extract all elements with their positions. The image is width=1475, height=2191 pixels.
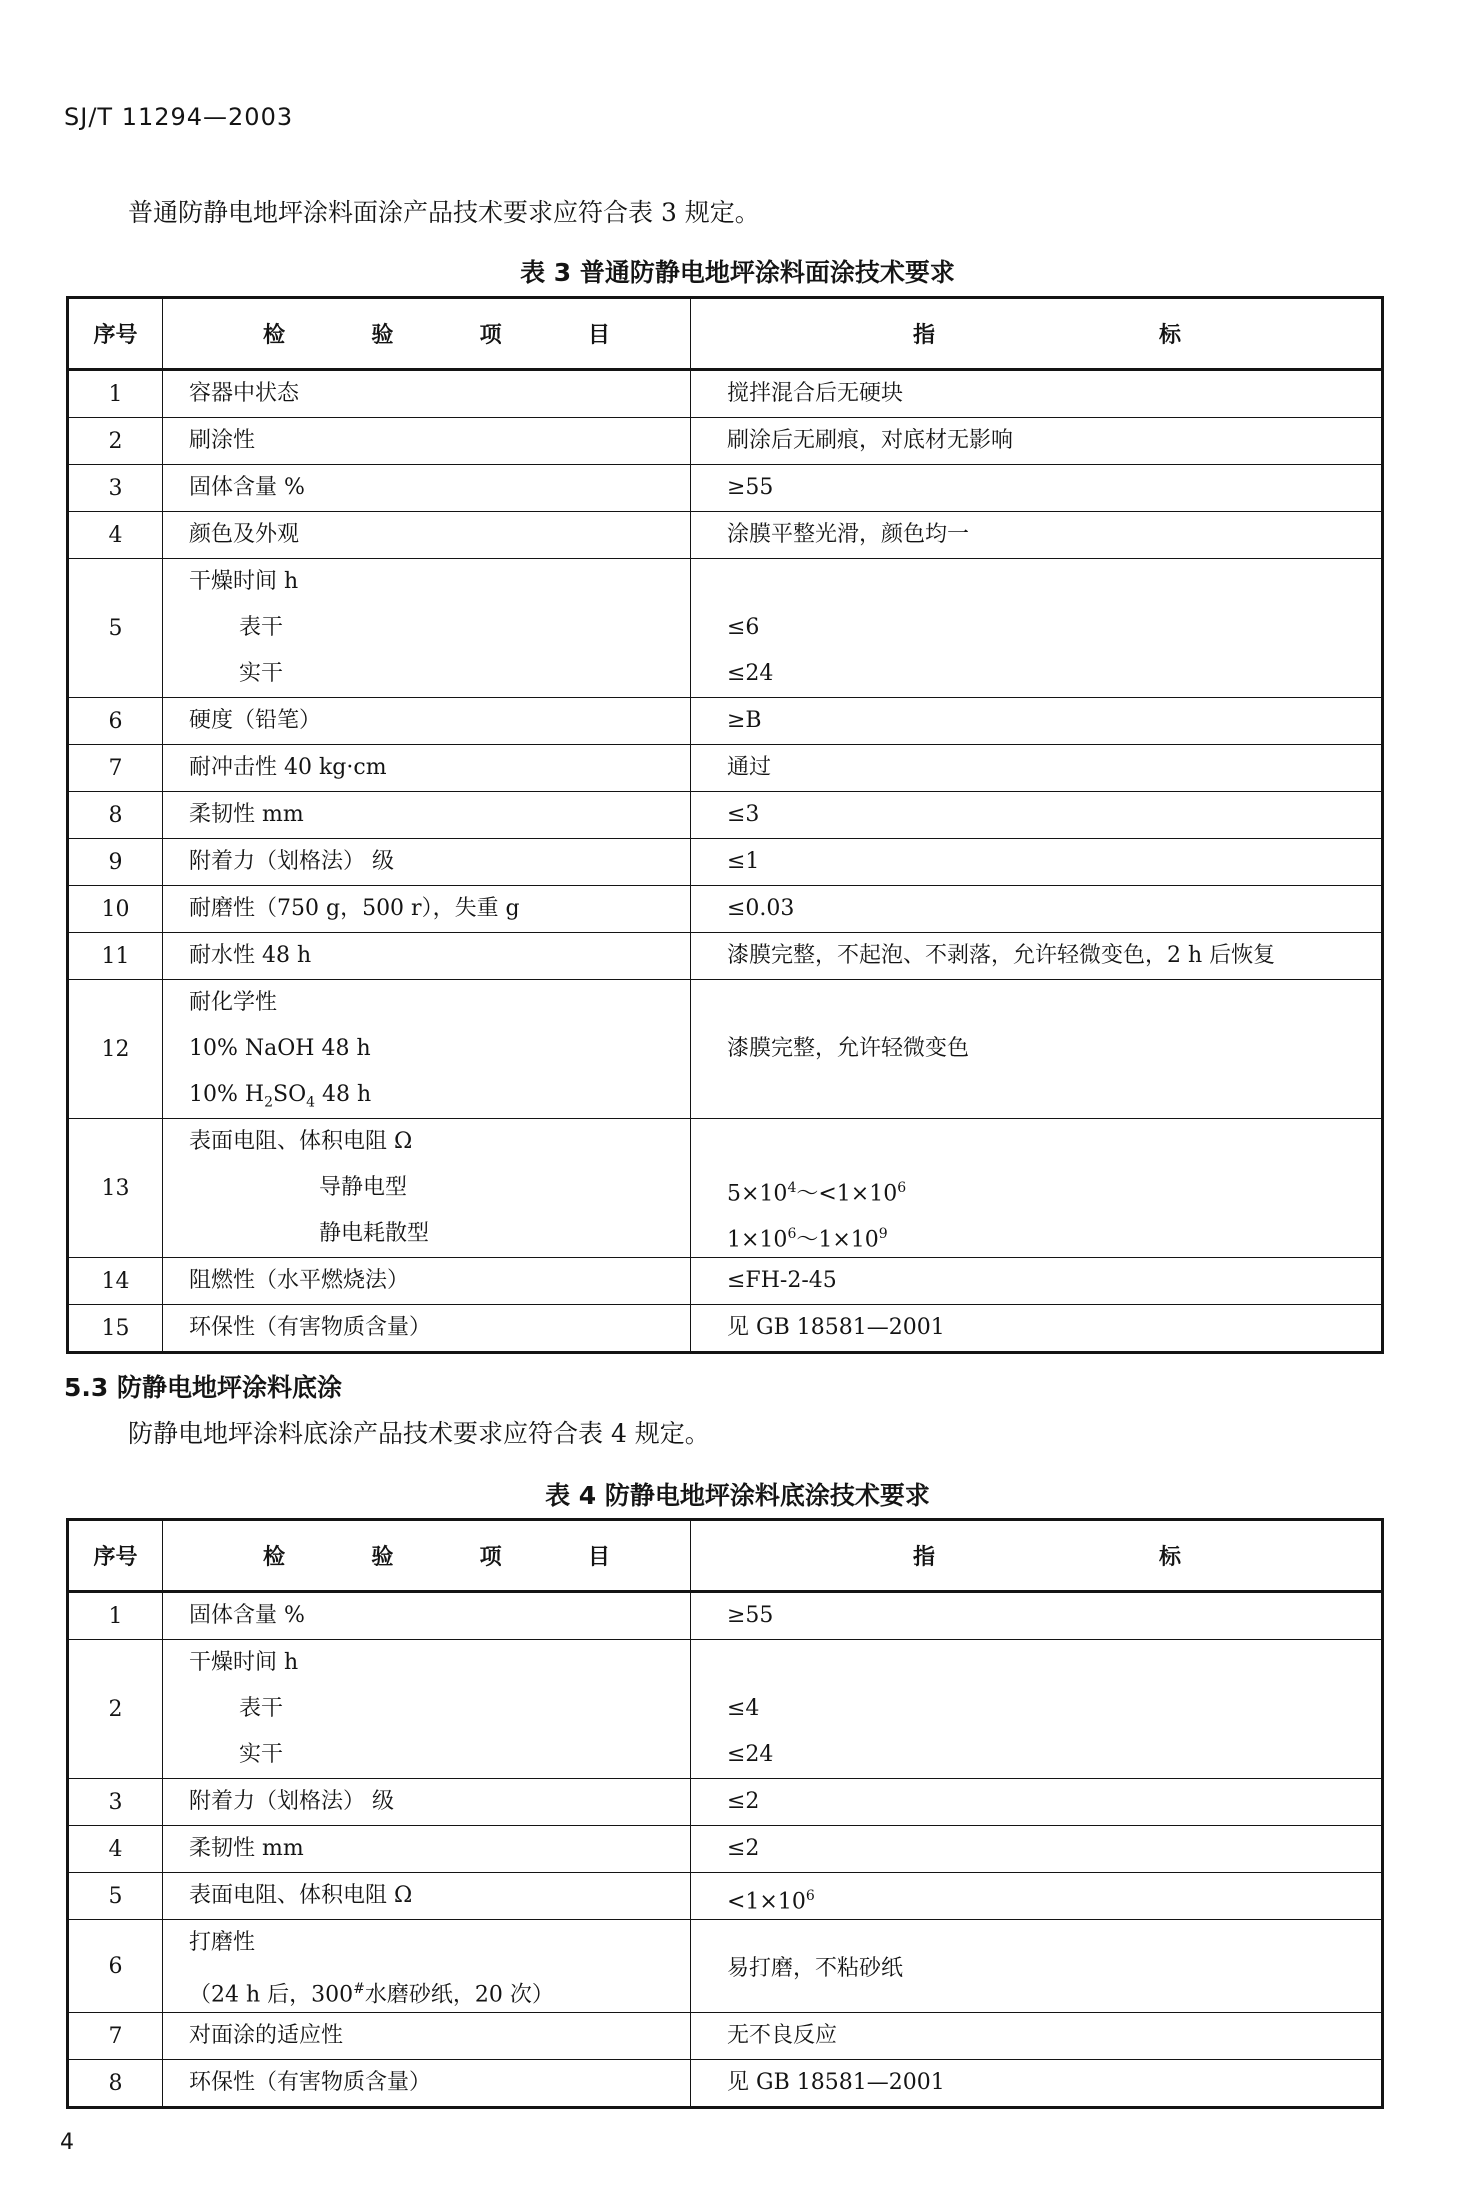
item-text: 10% $H_2SO_4$ 48 h [189,1082,372,1111]
value-cell [691,418,1383,465]
row-number: 6 [68,1920,163,2013]
value-text: 见 GB 18581—2001 [727,2070,945,2095]
item-text: 耐化学性 [189,990,278,1015]
value-text [727,1119,1381,1165]
value-text: ≥B [727,708,762,733]
value-cell [691,465,1383,512]
value-text: 漆膜完整，允许轻微变色 [727,1036,970,1061]
row-number: 2 [68,418,163,465]
header-item: 检 验 项 目 [163,298,691,370]
value-cell [691,1640,1383,1779]
row-number: 12 [68,980,163,1119]
value-text: ≤6 [727,615,760,640]
item-cell [163,1920,691,2013]
value-text: ≤1 [727,849,760,874]
row-number: 5 [68,559,163,698]
value-cell [691,1873,1383,1920]
table-row [68,1592,1383,1640]
item-text: 表面电阻、体积电阻 Ω [189,1129,413,1154]
table-row [68,1873,1383,1920]
item-text: 附着力（划格法） 级 [189,1789,394,1814]
table-row [68,2060,1383,2108]
item-text: 对面涂的适应性 [189,2023,344,2048]
value-text: ≤2 [727,1836,760,1861]
value-text: ≤24 [727,1742,774,1767]
value-cell [691,792,1383,839]
value-cell [691,512,1383,559]
item-text: 干燥时间 h [189,569,299,594]
value-text: 搅拌混合后无硬块 [727,381,904,406]
item-text: 柔韧性 mm [189,1836,304,1861]
table-row [68,745,1383,792]
table-row [68,698,1383,745]
item-text: 颜色及外观 [189,522,300,547]
row-number: 4 [68,1826,163,1873]
value-cell [691,2060,1383,2108]
value-text [727,1072,1381,1118]
value-text: 漆膜完整，不起泡、不剥落，允许轻微变色，2 h 后恢复 [727,943,1276,968]
value-cell [691,2013,1383,2060]
row-number: 3 [68,1779,163,1826]
value-text: 易打磨，不粘砂纸 [727,1955,904,1981]
intro-paragraph: 普通防静电地坪涂料面涂产品技术要求应符合表 3 规定。 [128,198,760,227]
item-text: 固体含量 % [189,475,305,500]
row-number: 4 [68,512,163,559]
item-text: 实干 [239,661,284,686]
value-text: $<1\times 10^6$ [727,1888,815,1915]
item-cell [163,370,691,418]
item-cell [163,745,691,792]
item-cell [163,1119,691,1258]
value-cell [691,559,1383,698]
section-paragraph: 防静电地坪涂料底涂产品技术要求应符合表 4 规定。 [128,1419,710,1448]
item-text: 干燥时间 h [189,1650,299,1675]
row-number: 8 [68,2060,163,2108]
header-num: 序号 [68,298,163,370]
value-cell [691,1119,1383,1258]
row-number: 8 [68,792,163,839]
value-text: ≤3 [727,802,760,827]
item-cell [163,1640,691,1779]
value-cell [691,1826,1383,1873]
row-number: 2 [68,1640,163,1779]
value-text: ≤FH-2-45 [727,1268,837,1293]
value-text: ≥55 [727,1603,774,1628]
item-cell [163,1779,691,1826]
item-cell [163,465,691,512]
value-cell [691,980,1383,1119]
item-cell [163,980,691,1119]
item-cell [163,792,691,839]
row-number: 15 [68,1305,163,1353]
item-cell [163,2013,691,2060]
row-number: 1 [68,1592,163,1640]
value-text: 涂膜平整光滑，颜色均一 [727,522,970,547]
value-text: ≥55 [727,475,774,500]
item-text: 耐磨性（750 g，500 r），失重 g [189,896,520,921]
item-text: 耐冲击性 40 kg·cm [189,755,387,780]
table-row [68,1920,1383,2013]
value-text [727,1640,1381,1686]
row-number: 1 [68,370,163,418]
value-text: 无不良反应 [727,2023,838,2048]
table-row [68,1119,1383,1258]
table3-header-row [68,298,1383,370]
value-text: ≤24 [727,661,774,686]
table4-caption: 表 4 防静电地坪涂料底涂技术要求 [545,1481,930,1510]
table-row [68,839,1383,886]
table-row [68,792,1383,839]
item-cell [163,698,691,745]
item-text: 容器中状态 [189,381,300,406]
table-row [68,1640,1383,1779]
table-row [68,418,1383,465]
row-number: 11 [68,933,163,980]
row-number: 3 [68,465,163,512]
table-row [68,465,1383,512]
row-number: 13 [68,1119,163,1258]
value-cell [691,886,1383,933]
row-number: 14 [68,1258,163,1305]
item-cell [163,512,691,559]
item-cell [163,418,691,465]
table-row [68,370,1383,418]
table-row [68,1305,1383,1353]
table-row [68,1779,1383,1826]
table3 [66,296,1384,1354]
row-number: 7 [68,745,163,792]
item-cell [163,559,691,698]
table-row [68,933,1383,980]
item-text: 表干 [239,1696,284,1721]
item-text: 10% NaOH 48 h [189,1036,371,1061]
table-row [68,512,1383,559]
value-text: $1\times 10^6\sim 1\times 10^9$ [727,1226,888,1253]
page-number: 4 [60,2130,74,2155]
item-text: 阻燃性（水平燃烧法） [189,1268,410,1293]
item-text: 柔韧性 mm [189,802,304,827]
row-number: 9 [68,839,163,886]
header-value: 指 标 [691,298,1383,370]
document-code: SJ/T 11294—2003 [64,103,294,131]
value-cell [691,839,1383,886]
item-text: 附着力（划格法） 级 [189,849,394,874]
table-row [68,980,1383,1119]
item-cell [163,1305,691,1353]
item-cell [163,2060,691,2108]
value-text [727,559,1381,605]
value-cell [691,1592,1383,1640]
value-text: ≤0.03 [727,896,795,921]
row-number: 7 [68,2013,163,2060]
item-text: 固体含量 % [189,1603,305,1628]
item-cell [163,933,691,980]
item-text: 实干 [239,1742,284,1767]
item-cell [163,1873,691,1920]
table4 [66,1518,1384,2109]
value-cell [691,1920,1383,2013]
item-text: 静电耗散型 [319,1221,430,1246]
table3-caption: 表 3 普通防静电地坪涂料面涂技术要求 [520,258,955,287]
value-cell [691,370,1383,418]
item-text: 打磨性 [189,1930,256,1955]
item-text: 刷涂性 [189,428,256,453]
item-cell [163,886,691,933]
item-text: 环保性（有害物质含量） [189,1315,432,1340]
item-cell [163,839,691,886]
header-num: 序号 [68,1520,163,1592]
item-cell [163,1592,691,1640]
table-row [68,2013,1383,2060]
table-row [68,886,1383,933]
item-text: 硬度（铅笔） [189,708,322,733]
row-number: 5 [68,1873,163,1920]
row-number: 10 [68,886,163,933]
value-cell [691,1258,1383,1305]
value-text: 刷涂后无刷痕，对底材无影响 [727,428,1014,453]
value-cell [691,1305,1383,1353]
section-heading: 5.3 防静电地坪涂料底涂 [64,1373,342,1402]
item-cell [163,1258,691,1305]
header-value: 指 标 [691,1520,1383,1592]
table-row [68,559,1383,698]
header-item: 检 验 项 目 [163,1520,691,1592]
table-row [68,1258,1383,1305]
value-text: $5\times 10^4\sim<1\times 10^6$ [727,1180,907,1207]
value-cell [691,698,1383,745]
value-cell [691,745,1383,792]
value-cell [691,933,1383,980]
item-text: 环保性（有害物质含量） [189,2070,432,2095]
table-row [68,1826,1383,1873]
item-text: 表面电阻、体积电阻 Ω [189,1883,413,1908]
item-cell [163,1826,691,1873]
value-text: ≤4 [727,1696,760,1721]
item-text: 导静电型 [319,1175,408,1200]
value-text [727,980,1381,1026]
value-text: 通过 [727,755,772,780]
table4-header-row [68,1520,1383,1592]
item-text: 耐水性 48 h [189,943,312,968]
row-number: 6 [68,698,163,745]
value-text: 见 GB 18581—2001 [727,1315,945,1340]
item-text: 表干 [239,615,284,640]
value-text: ≤2 [727,1789,760,1814]
value-cell [691,1779,1383,1826]
item-text: （24 h 后，300#水磨砂纸，20 次） [189,1981,554,2008]
